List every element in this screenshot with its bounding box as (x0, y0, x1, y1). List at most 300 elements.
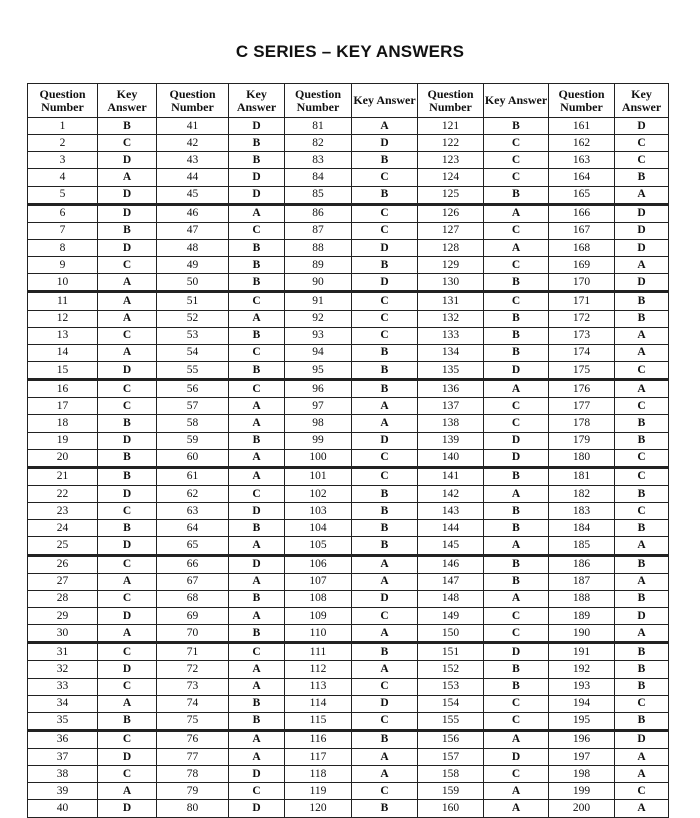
question-number: 122 (418, 135, 484, 152)
key-answer: B (484, 678, 549, 695)
key-answer: C (98, 555, 157, 573)
key-answer: A (615, 380, 669, 398)
key-answer: C (229, 380, 285, 398)
table-row (28, 361, 669, 379)
key-answer: B (615, 485, 669, 502)
question-number: 126 (418, 204, 484, 222)
question-number: 1 (28, 118, 98, 135)
key-answer: C (98, 766, 157, 783)
key-answer: D (615, 239, 669, 256)
question-number: 75 (157, 712, 229, 730)
key-answer: D (615, 730, 669, 748)
question-number-header: Question Number (28, 84, 98, 118)
question-number: 135 (418, 361, 484, 379)
key-answer: C (229, 292, 285, 310)
key-answer: B (229, 590, 285, 607)
question-number: 76 (157, 730, 229, 748)
question-number: 134 (418, 344, 484, 361)
key-answer: A (229, 467, 285, 485)
key-answer: C (229, 222, 285, 239)
question-number: 17 (28, 398, 98, 415)
key-answer: B (615, 310, 669, 327)
answer-key-table (27, 83, 669, 818)
key-answer: D (98, 239, 157, 256)
page-title: C SERIES – KEY ANSWERS (235, 42, 465, 61)
key-answer: A (229, 749, 285, 766)
question-number: 43 (157, 152, 229, 169)
key-answer: C (98, 678, 157, 695)
key-answer: B (352, 152, 418, 169)
key-answer: B (229, 695, 285, 712)
key-answer: A (615, 327, 669, 344)
question-number: 86 (285, 204, 352, 222)
question-number: 119 (285, 783, 352, 800)
question-number: 151 (418, 643, 484, 661)
key-answer: B (352, 537, 418, 555)
question-number: 157 (418, 749, 484, 766)
question-number: 190 (549, 625, 615, 643)
key-answer: B (352, 257, 418, 274)
question-number: 175 (549, 361, 615, 379)
table-row (28, 730, 669, 748)
question-number-header: Question Number (549, 84, 615, 118)
key-answer: C (615, 503, 669, 520)
key-answer-header: Key Answer (484, 84, 549, 118)
key-answer: C (615, 783, 669, 800)
question-number: 185 (549, 537, 615, 555)
question-number: 147 (418, 573, 484, 590)
key-answer: D (352, 432, 418, 449)
key-answer: D (352, 590, 418, 607)
question-number: 158 (418, 766, 484, 783)
key-answer: B (615, 712, 669, 730)
question-number: 177 (549, 398, 615, 415)
question-number: 169 (549, 257, 615, 274)
key-answer: A (229, 310, 285, 327)
key-answer: C (615, 361, 669, 379)
question-number: 97 (285, 398, 352, 415)
key-answer: C (484, 169, 549, 186)
question-number: 39 (28, 783, 98, 800)
key-answer: B (352, 186, 418, 204)
key-answer: A (98, 783, 157, 800)
question-number: 57 (157, 398, 229, 415)
table-row (28, 257, 669, 274)
key-answer: B (229, 274, 285, 292)
table-row (28, 661, 669, 678)
key-answer: D (98, 607, 157, 624)
key-answer: C (229, 643, 285, 661)
question-number: 112 (285, 661, 352, 678)
question-number: 120 (285, 800, 352, 817)
question-number: 15 (28, 361, 98, 379)
question-number: 161 (549, 118, 615, 135)
question-number: 9 (28, 257, 98, 274)
question-number: 72 (157, 661, 229, 678)
question-number: 104 (285, 520, 352, 537)
key-answer: C (484, 712, 549, 730)
question-number: 115 (285, 712, 352, 730)
key-answer: C (352, 222, 418, 239)
question-number: 162 (549, 135, 615, 152)
table-row (28, 449, 669, 467)
key-answer: B (615, 590, 669, 607)
key-answer: C (98, 257, 157, 274)
key-answer: A (615, 257, 669, 274)
table-row (28, 467, 669, 485)
question-number: 199 (549, 783, 615, 800)
key-answer: D (98, 361, 157, 379)
key-answer: A (484, 204, 549, 222)
question-number-header: Question Number (285, 84, 352, 118)
question-number: 140 (418, 449, 484, 467)
key-answer: C (352, 169, 418, 186)
question-number: 71 (157, 643, 229, 661)
key-answer: A (352, 749, 418, 766)
question-number: 22 (28, 485, 98, 502)
key-answer: D (98, 152, 157, 169)
key-answer: C (615, 135, 669, 152)
key-answer: A (98, 573, 157, 590)
key-answer: D (615, 118, 669, 135)
key-answer: A (615, 537, 669, 555)
key-answer: D (615, 204, 669, 222)
key-answer: B (484, 344, 549, 361)
table-row (28, 503, 669, 520)
question-number: 118 (285, 766, 352, 783)
key-answer: D (352, 274, 418, 292)
key-answer: C (352, 783, 418, 800)
question-number: 160 (418, 800, 484, 817)
key-answer: C (615, 695, 669, 712)
key-answer: B (229, 257, 285, 274)
question-number: 58 (157, 415, 229, 432)
key-answer: C (98, 327, 157, 344)
key-answer: B (484, 555, 549, 573)
key-answer: D (98, 485, 157, 502)
question-number: 94 (285, 344, 352, 361)
key-answer: B (352, 800, 418, 817)
key-answer: B (98, 712, 157, 730)
key-answer: B (615, 661, 669, 678)
question-number: 69 (157, 607, 229, 624)
key-answer: A (615, 766, 669, 783)
key-answer: B (484, 118, 549, 135)
question-number: 171 (549, 292, 615, 310)
key-answer: C (484, 292, 549, 310)
key-answer: D (229, 800, 285, 817)
question-number: 6 (28, 204, 98, 222)
question-number: 60 (157, 449, 229, 467)
table-row (28, 643, 669, 661)
question-number: 133 (418, 327, 484, 344)
question-number: 32 (28, 661, 98, 678)
key-answer: C (98, 135, 157, 152)
question-number: 148 (418, 590, 484, 607)
question-number: 62 (157, 485, 229, 502)
question-number: 178 (549, 415, 615, 432)
question-number: 146 (418, 555, 484, 573)
question-number: 141 (418, 467, 484, 485)
question-number: 11 (28, 292, 98, 310)
key-answer: D (484, 643, 549, 661)
question-number: 143 (418, 503, 484, 520)
table-row (28, 310, 669, 327)
question-number: 149 (418, 607, 484, 624)
question-number: 197 (549, 749, 615, 766)
question-number: 136 (418, 380, 484, 398)
question-number: 127 (418, 222, 484, 239)
question-number: 108 (285, 590, 352, 607)
question-number: 166 (549, 204, 615, 222)
key-answer: C (352, 204, 418, 222)
question-number: 73 (157, 678, 229, 695)
question-number: 139 (418, 432, 484, 449)
key-answer: C (229, 344, 285, 361)
key-answer: C (484, 135, 549, 152)
key-answer: A (229, 204, 285, 222)
key-answer: B (352, 730, 418, 748)
key-answer: C (484, 398, 549, 415)
question-number: 67 (157, 573, 229, 590)
key-answer: A (615, 186, 669, 204)
question-number: 29 (28, 607, 98, 624)
header-row (28, 84, 669, 118)
question-number: 83 (285, 152, 352, 169)
question-number: 7 (28, 222, 98, 239)
key-answer: B (229, 432, 285, 449)
key-answer: D (484, 432, 549, 449)
key-answer: A (484, 239, 549, 256)
question-number: 117 (285, 749, 352, 766)
table-row (28, 344, 669, 361)
question-number: 28 (28, 590, 98, 607)
key-answer: A (615, 573, 669, 590)
key-answer: B (229, 152, 285, 169)
key-answer: D (229, 766, 285, 783)
key-answer: C (615, 152, 669, 169)
key-answer: C (352, 467, 418, 485)
key-answer: A (352, 573, 418, 590)
key-answer: A (229, 415, 285, 432)
key-answer: C (615, 398, 669, 415)
key-answer: B (98, 467, 157, 485)
key-answer: B (615, 643, 669, 661)
question-number: 194 (549, 695, 615, 712)
table-row (28, 555, 669, 573)
question-number: 87 (285, 222, 352, 239)
table-row (28, 520, 669, 537)
question-number: 19 (28, 432, 98, 449)
key-answer: B (352, 643, 418, 661)
table-row (28, 800, 669, 817)
question-number: 38 (28, 766, 98, 783)
key-answer-header: Key Answer (615, 84, 669, 118)
key-answer: D (229, 118, 285, 135)
key-answer: D (98, 432, 157, 449)
key-answer: B (98, 449, 157, 467)
key-answer: B (484, 327, 549, 344)
question-number: 35 (28, 712, 98, 730)
table-row (28, 625, 669, 643)
question-number: 98 (285, 415, 352, 432)
key-answer: D (98, 749, 157, 766)
table-row (28, 152, 669, 169)
question-number: 123 (418, 152, 484, 169)
question-number: 156 (418, 730, 484, 748)
key-answer: A (229, 661, 285, 678)
key-answer: D (615, 274, 669, 292)
table-row (28, 766, 669, 783)
question-number: 164 (549, 169, 615, 186)
table-row (28, 274, 669, 292)
question-number: 159 (418, 783, 484, 800)
key-answer: B (615, 169, 669, 186)
key-answer: C (229, 783, 285, 800)
key-answer: C (484, 222, 549, 239)
key-answer: B (229, 135, 285, 152)
table-row (28, 118, 669, 135)
key-answer: D (229, 169, 285, 186)
question-number: 25 (28, 537, 98, 555)
question-number: 70 (157, 625, 229, 643)
question-number: 168 (549, 239, 615, 256)
question-number: 111 (285, 643, 352, 661)
table-row (28, 537, 669, 555)
question-number: 51 (157, 292, 229, 310)
key-answer: B (352, 503, 418, 520)
question-number: 196 (549, 730, 615, 748)
question-number: 27 (28, 573, 98, 590)
key-answer: C (98, 590, 157, 607)
question-number: 84 (285, 169, 352, 186)
answer-rows (28, 118, 669, 818)
question-number: 66 (157, 555, 229, 573)
question-number: 193 (549, 678, 615, 695)
question-number: 91 (285, 292, 352, 310)
question-number: 65 (157, 537, 229, 555)
question-number: 113 (285, 678, 352, 695)
key-answer: D (98, 661, 157, 678)
table-row (28, 415, 669, 432)
key-answer: A (484, 783, 549, 800)
question-number: 114 (285, 695, 352, 712)
question-number: 36 (28, 730, 98, 748)
key-answer: C (484, 257, 549, 274)
question-number: 100 (285, 449, 352, 467)
question-number: 142 (418, 485, 484, 502)
key-answer: A (98, 274, 157, 292)
question-number: 89 (285, 257, 352, 274)
key-answer-header: Key Answer (229, 84, 285, 118)
key-answer: D (484, 449, 549, 467)
key-answer: B (615, 432, 669, 449)
question-number: 152 (418, 661, 484, 678)
question-number: 144 (418, 520, 484, 537)
key-answer: B (352, 485, 418, 502)
question-number: 93 (285, 327, 352, 344)
question-number: 53 (157, 327, 229, 344)
key-answer: C (352, 292, 418, 310)
question-number: 4 (28, 169, 98, 186)
question-number: 173 (549, 327, 615, 344)
question-number: 64 (157, 520, 229, 537)
question-number: 181 (549, 467, 615, 485)
question-number: 182 (549, 485, 615, 502)
key-answer: A (98, 344, 157, 361)
key-answer: A (229, 537, 285, 555)
question-number: 8 (28, 239, 98, 256)
table-row (28, 783, 669, 800)
question-number: 79 (157, 783, 229, 800)
key-answer: C (484, 152, 549, 169)
key-answer: A (229, 607, 285, 624)
question-number: 191 (549, 643, 615, 661)
question-number: 99 (285, 432, 352, 449)
key-answer: D (615, 222, 669, 239)
key-answer: A (615, 749, 669, 766)
key-answer: C (229, 485, 285, 502)
question-number: 170 (549, 274, 615, 292)
question-number: 172 (549, 310, 615, 327)
key-answer: B (98, 520, 157, 537)
key-answer: A (98, 695, 157, 712)
question-number: 55 (157, 361, 229, 379)
question-number: 63 (157, 503, 229, 520)
question-number: 176 (549, 380, 615, 398)
table-row (28, 292, 669, 310)
key-answer: A (352, 415, 418, 432)
table-row (28, 327, 669, 344)
key-answer: D (98, 800, 157, 817)
question-number: 56 (157, 380, 229, 398)
key-answer: C (98, 380, 157, 398)
question-number: 41 (157, 118, 229, 135)
question-number: 132 (418, 310, 484, 327)
key-answer: A (229, 678, 285, 695)
question-number: 5 (28, 186, 98, 204)
key-answer: A (229, 398, 285, 415)
key-answer: A (229, 573, 285, 590)
key-answer: B (484, 520, 549, 537)
question-number: 109 (285, 607, 352, 624)
table-row (28, 380, 669, 398)
question-number: 21 (28, 467, 98, 485)
question-number: 20 (28, 449, 98, 467)
question-number: 50 (157, 274, 229, 292)
question-number: 131 (418, 292, 484, 310)
question-number: 183 (549, 503, 615, 520)
question-number: 130 (418, 274, 484, 292)
key-answer: B (484, 573, 549, 590)
question-number: 195 (549, 712, 615, 730)
key-answer: A (352, 661, 418, 678)
key-answer: C (484, 415, 549, 432)
key-answer: B (484, 661, 549, 678)
key-answer: A (229, 730, 285, 748)
question-number: 129 (418, 257, 484, 274)
question-number: 12 (28, 310, 98, 327)
key-answer: B (615, 415, 669, 432)
question-number: 92 (285, 310, 352, 327)
table-row (28, 432, 669, 449)
question-number: 49 (157, 257, 229, 274)
question-number: 189 (549, 607, 615, 624)
key-answer: A (484, 380, 549, 398)
key-answer: D (229, 186, 285, 204)
question-number: 13 (28, 327, 98, 344)
key-answer: C (352, 449, 418, 467)
